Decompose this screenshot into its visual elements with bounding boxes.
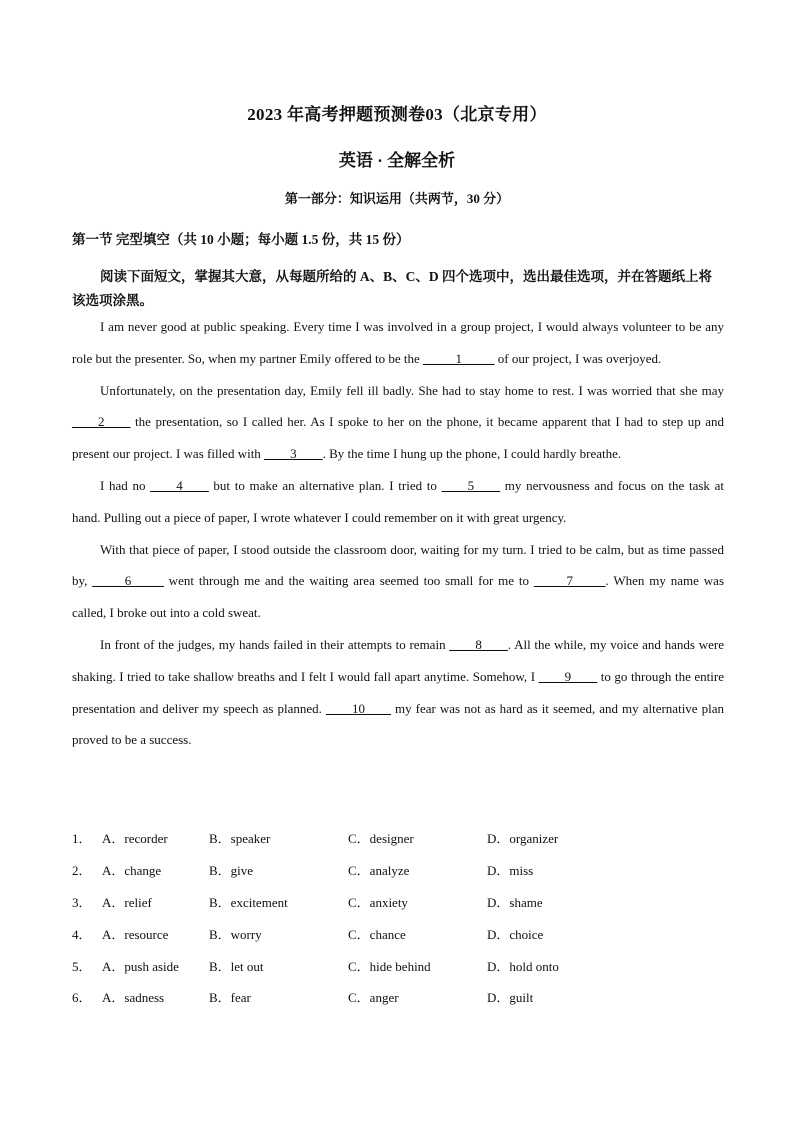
question-number: 1． — [72, 831, 92, 847]
option-c: C．hide behind — [348, 958, 431, 974]
option-d: D．miss — [487, 863, 534, 879]
text: Unfortunately, on the presentation day, Emily fell ill badly. She had to stay home to rest. I was worried that she may — [100, 382, 724, 398]
question-number: 6． — [72, 990, 92, 1006]
paragraph-5 — [72, 629, 724, 756]
part-heading: 第一部分：知识运用（共两节，30 分） — [284, 191, 510, 206]
text: the presentation, so I called her. As I spoke to her on the phone, it became apparent that I had to step up and present our project. I was filled with — [72, 414, 724, 462]
option-c: C．anxiety — [348, 894, 408, 910]
text: my fear was not as hard as it seemed, and my alternative plan proved to be a success. — [72, 700, 724, 748]
option-a: A．push aside — [102, 958, 179, 974]
blank-9: ____9____ — [538, 668, 598, 684]
text: but to make an alternative plan. I tried to — [208, 477, 442, 493]
option-d: D．choice — [487, 926, 544, 942]
answer-options — [72, 822, 724, 1013]
option-d: D．hold onto — [487, 958, 559, 974]
question-number: 5． — [72, 958, 92, 974]
blank-7: _____7_____ — [533, 573, 606, 589]
option-row-5 — [72, 949, 724, 981]
blank-2: ____2____ — [72, 414, 131, 430]
option-c: C．analyze — [348, 863, 410, 879]
option-d: D．shame — [487, 894, 543, 910]
text: . By the time I hung up the phone, I could hardly breathe. — [322, 446, 622, 462]
paragraph-3 — [72, 470, 724, 534]
text: I had no — [100, 477, 151, 493]
blank-10: ____10____ — [325, 700, 391, 716]
option-b: B．give — [209, 863, 254, 879]
option-row-3 — [72, 886, 724, 918]
text: I am never good at public speaking. Every time I was involved in a group project, I would always volunteer to be any role but the presenter. So, when my partner Emily offered to be the — [72, 319, 724, 366]
text: In front of the judges, my hands failed in their attempts to remain — [100, 636, 450, 652]
cloze-passage — [72, 311, 724, 756]
option-row-1 — [72, 822, 724, 854]
option-a: A．recorder — [102, 831, 168, 847]
paragraph-2 — [72, 375, 724, 470]
text: With that piece of paper, I stood outside the classroom door, waiting for my turn. I tried to be calm, but as time passed by, — [72, 541, 724, 589]
page-title: 2023 年高考押题预测卷03（北京专用） — [247, 105, 547, 124]
option-c: C．designer — [348, 831, 414, 847]
question-number: 2． — [72, 863, 92, 879]
option-a: A．sadness — [102, 990, 165, 1006]
blank-1: _____1_____ — [423, 350, 495, 366]
section-heading: 第一节 完型填空（共 10 小题；每小题 1.5 份，共 15 份） — [72, 232, 410, 247]
option-b: B．let out — [209, 958, 264, 974]
text: to go through the entire presentation and deliver my speech as planned. — [72, 668, 724, 716]
option-c: C．chance — [348, 926, 406, 942]
option-b: B．fear — [209, 990, 251, 1006]
option-a: A．change — [102, 863, 162, 879]
blank-6: _____6_____ — [92, 573, 164, 589]
option-b: B．speaker — [209, 831, 271, 847]
option-row-2 — [72, 854, 724, 886]
blank-5: ____5____ — [441, 477, 501, 493]
question-number: 3． — [72, 894, 92, 910]
page-subtitle: 英语 · 全解全析 — [338, 151, 456, 170]
blank-3: ____3____ — [264, 446, 323, 462]
option-b: B．worry — [209, 926, 262, 942]
option-row-4 — [72, 917, 724, 949]
text: . When my name was called, I broke out into a cold sweat. — [72, 573, 724, 621]
text: went through me and the waiting area seemed too small for me to — [163, 573, 534, 589]
option-a: A．relief — [102, 894, 152, 910]
option-row-6 — [72, 981, 724, 1013]
paragraph-1 — [72, 311, 724, 375]
paragraph-4 — [72, 534, 724, 629]
option-a: A．resource — [102, 926, 169, 942]
option-b: B．excitement — [209, 894, 288, 910]
text: of our project, I was overjoyed. — [494, 350, 662, 366]
option-c: C．anger — [348, 990, 399, 1006]
text: my nervousness and focus on the task at hand. Pulling out a piece of paper, I wrote whatever I could remember on it with great urgency. — [72, 477, 724, 525]
option-d: D．guilt — [487, 990, 534, 1006]
instruction-text: 阅读下面短文，掌握其大意，从每题所给的 A、B、C、D 四个选项中，选出最佳选项，并在答题纸上将该选项涂黑。 — [72, 269, 713, 308]
question-number: 4． — [72, 926, 92, 942]
blank-4: ____4____ — [150, 477, 209, 493]
option-d: D．organizer — [487, 831, 559, 847]
text: . All the while, my voice and hands were shaking. I tried to take shallow breaths and I felt I would fall apart anytime. Somehow, I — [72, 636, 724, 684]
blank-8: ____8____ — [449, 636, 508, 652]
